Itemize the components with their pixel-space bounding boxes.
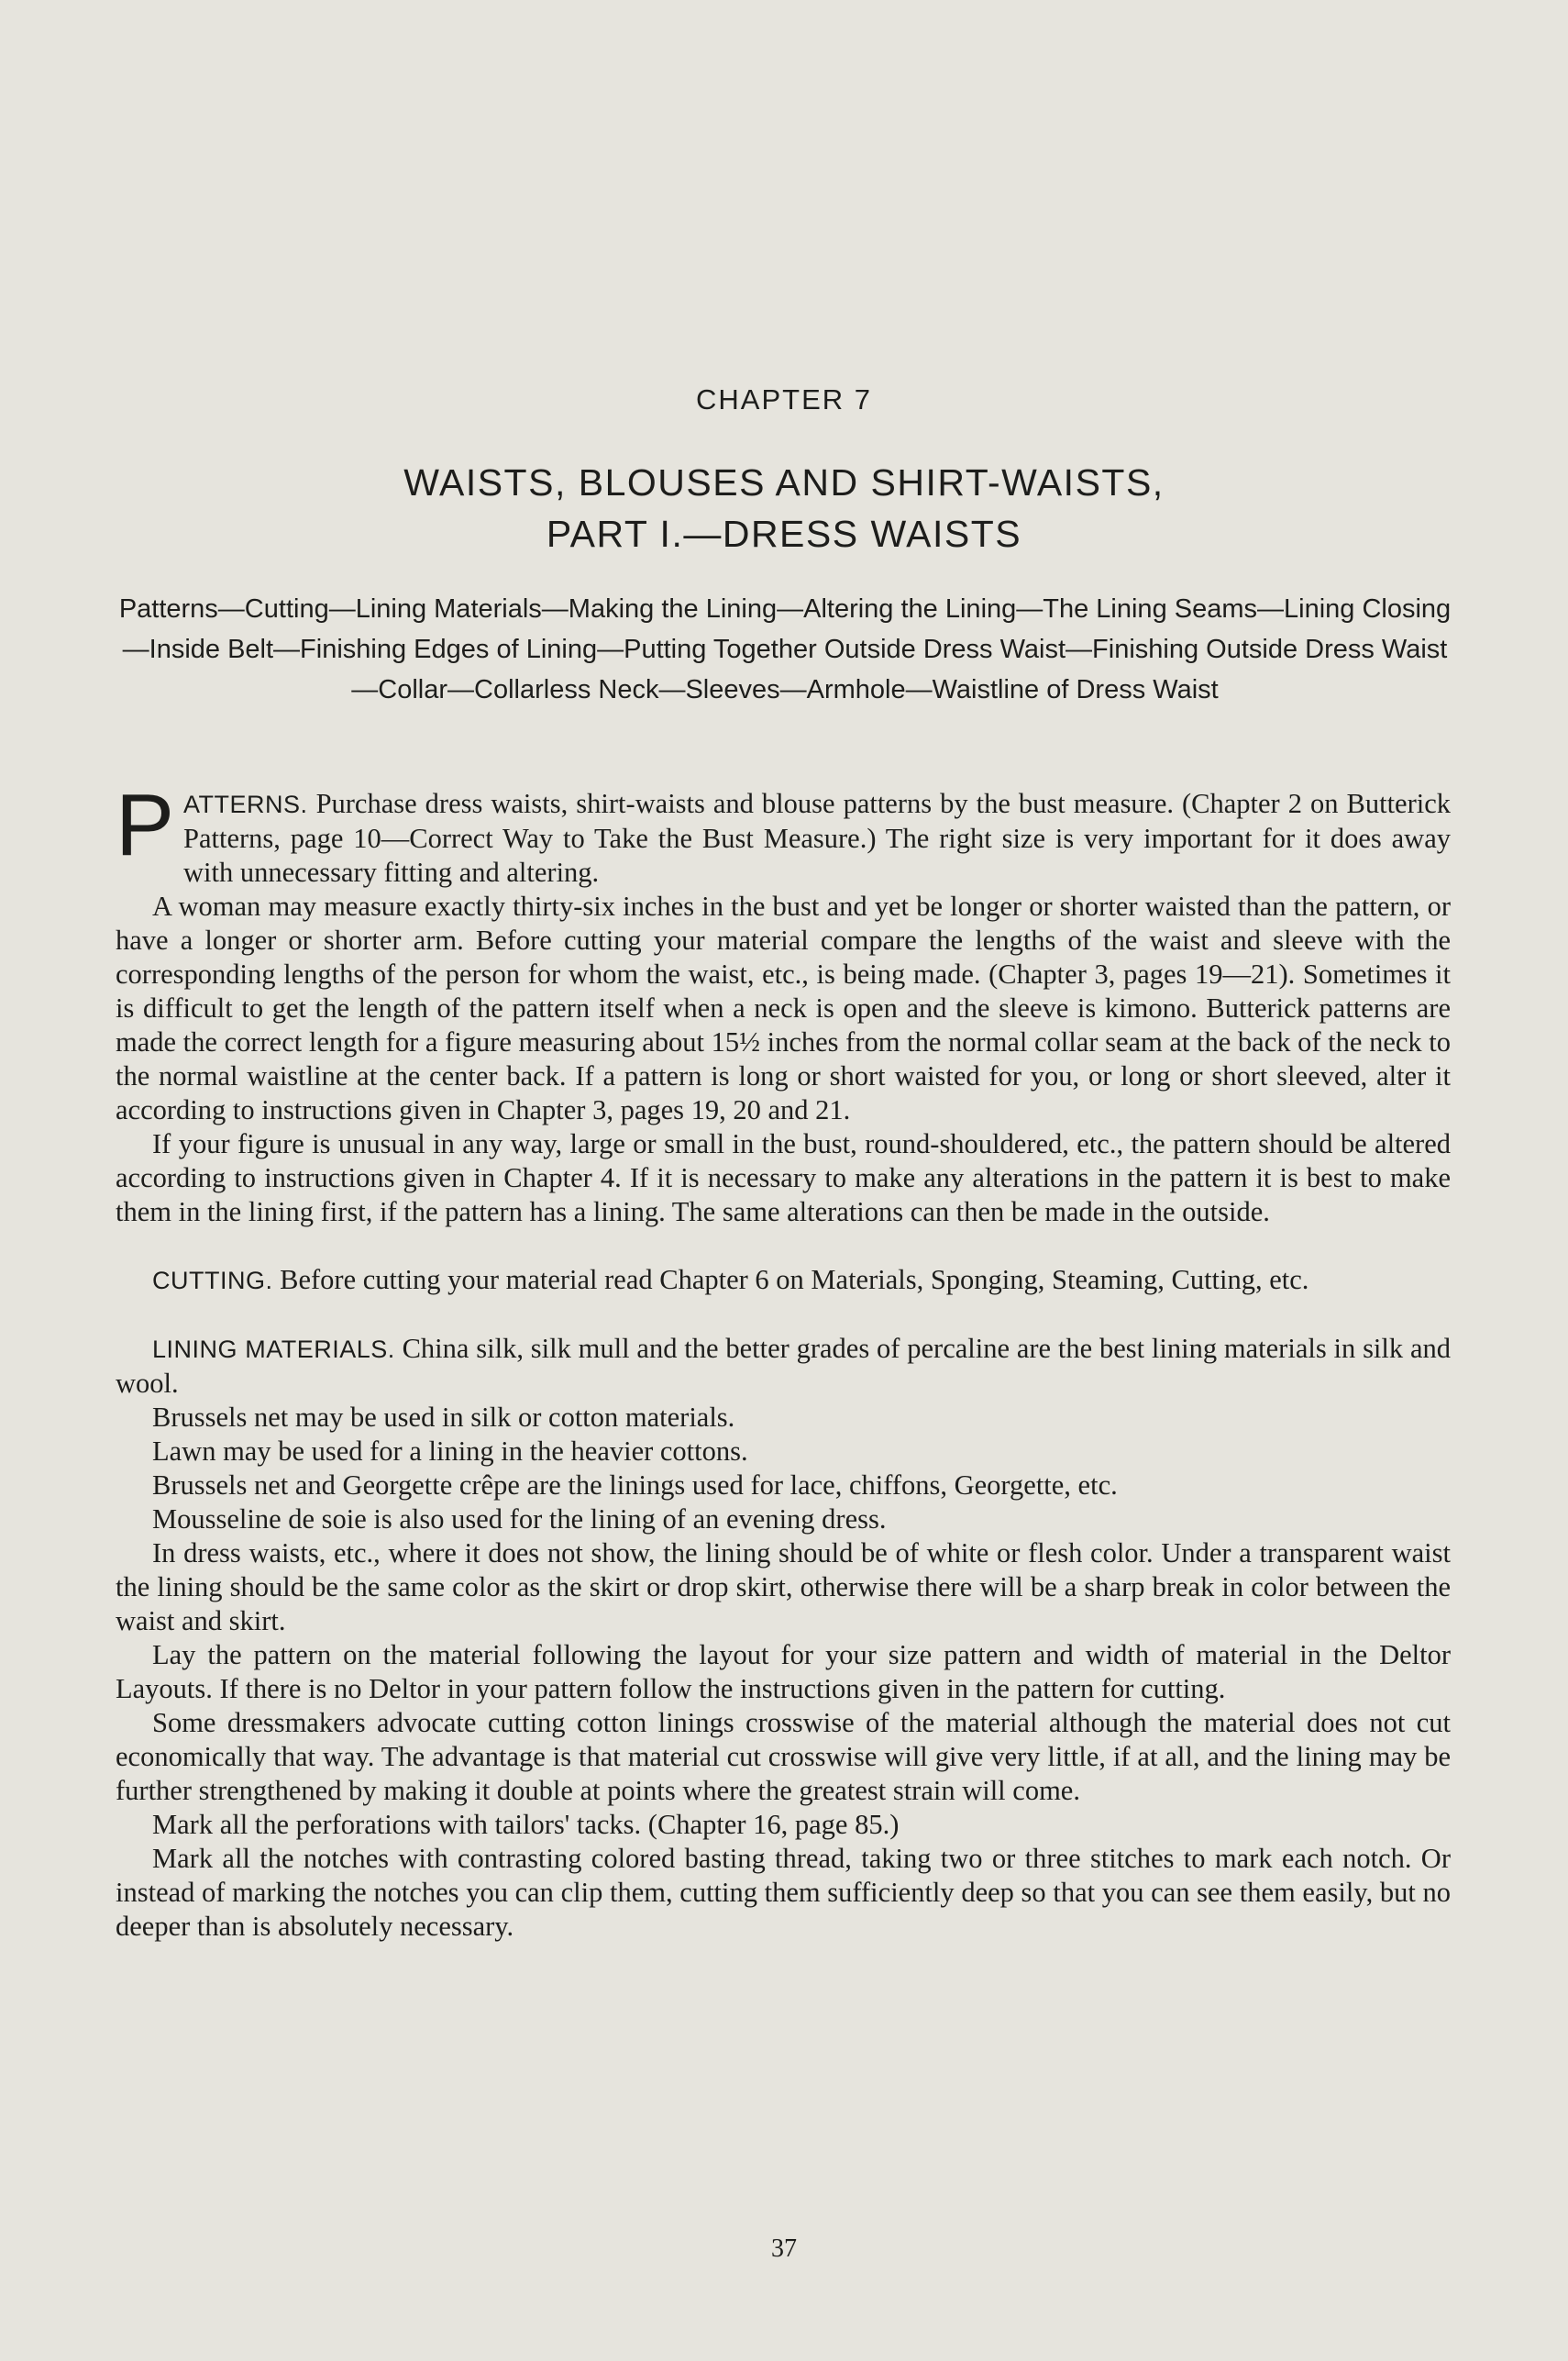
lining-paragraph-3: Lawn may be used for a lining in the heavier cottons.	[152, 1435, 748, 1467]
lining-paragraph-9: Mark all the perforations with tailors' tacks. (Chapter 16, page 85.)	[152, 1809, 900, 1840]
chapter-title	[0, 457, 1568, 560]
page-number: 37	[771, 2234, 797, 2263]
patterns-paragraph-2: A woman may measure exactly thirty-six inches in the bust and yet be longer or shorter waisted than the pattern, or have a longer or shorter arm. Before cutting your material compare the lengths of the waist and sleeve with the corresponding lengths of the person for whom the waist, etc., is being made. (Chapter 3, pages 19—21). Sometimes it is difficult to get the length of the pattern itself when a neck is open and the sleeve is kimono. Butterick patterns are made the correct length for a figure measuring about 15½ inches from the normal collar seam at the back of the neck to the normal waistline at the center back. If a pattern is long or short waisted for you, or long or short sleeved, alter it according to instructions given in Chapter 3, pages 19, 20 and 21.	[116, 891, 1451, 1125]
lining-paragraph-10: Mark all the notches with contrasting colored basting thread, taking two or three stitches to mark each notch. Or instead of marking the notches you can clip them, cutting them sufficiently deep so that you can see them easily, but no deeper than is absolutely necessary.	[116, 1843, 1451, 1942]
chapter-title-line-2: PART I.—DRESS WAISTS	[546, 513, 1022, 555]
lining-text-1: China silk, silk mull and the better grades of percaline are the best lining materials in silk and wool.	[116, 1333, 1451, 1399]
cutting-paragraph	[116, 1263, 1451, 1298]
chapter-synopsis: Patterns—Cutting—Lining Materials—Making the Lining—Altering the Lining—The Lining Seams—Lining Closing—Inside Belt—Finishing Edges of Lining—Putting Together Outside Dress Waist—Finishing Outside Dress Waist—Collar—Collarless Neck—Sleeves—Armhole—Waistline of Dress Waist	[118, 594, 1452, 704]
patterns-paragraph-3: If your figure is unusual in any way, large or small in the bust, round-shouldered, etc., the pattern should be altered according to instructions given in Chapter 4. If it is necessary to make any alterations in the pattern it is best to make them in the lining first, if the pattern has a lining. The same alterations can then be made in the outside.	[116, 1128, 1451, 1227]
patterns-text-1: Purchase dress waists, shirt-waists and blouse patterns by the bust measure. (Chapter 2 on Butterick Patterns, page 10—Correct Way to Take the Bust Measure.) The right size is very important for it does away with unnecessary fitting and altering.	[183, 788, 1451, 888]
lining-paragraph-1	[116, 1332, 1451, 1401]
lining-paragraph-5: Mousseline de soie is also used for the lining of an evening dress.	[152, 1503, 887, 1535]
body-text	[116, 776, 1451, 1944]
chapter-title-line-1: WAISTS, BLOUSES AND SHIRT-WAISTS,	[403, 461, 1165, 504]
patterns-paragraph-1	[116, 776, 1451, 890]
chapter-label: CHAPTER 7	[696, 383, 872, 416]
lining-paragraph-4: Brussels net and Georgette crêpe are the linings used for lace, chiffons, Georgette, etc.	[152, 1469, 1118, 1501]
section-heading-patterns: ATTERNS.	[183, 791, 308, 818]
lining-paragraph-8: Some dressmakers advocate cutting cotton linings crosswise of the material although the material does not cut economically that way. The advantage is that material cut crosswise will give very little, if at all, and the lining may be further strengthened by making it double at points where the greatest strain will come.	[116, 1707, 1451, 1806]
drop-cap: P	[116, 776, 175, 874]
section-heading-cutting: CUTTING.	[152, 1267, 273, 1294]
section-heading-lining-materials: LINING MATERIALS.	[152, 1336, 395, 1363]
lining-paragraph-6: In dress waists, etc., where it does not show, the lining should be of white or flesh color. Under a transparent waist the lining should be the same color as the skirt or drop skirt, otherwise there will be a sharp break in color between the waist and skirt.	[116, 1537, 1451, 1636]
lining-paragraph-2: Brussels net may be used in silk or cotton materials.	[152, 1402, 735, 1433]
cutting-text: Before cutting your material read Chapter 6 on Materials, Sponging, Steaming, Cutting, etc.	[280, 1264, 1309, 1295]
lining-paragraph-7: Lay the pattern on the material following the layout for your size pattern and width of material in the Deltor Layouts. If there is no Deltor in your pattern follow the instructions given in the pattern for cutting.	[116, 1639, 1451, 1704]
